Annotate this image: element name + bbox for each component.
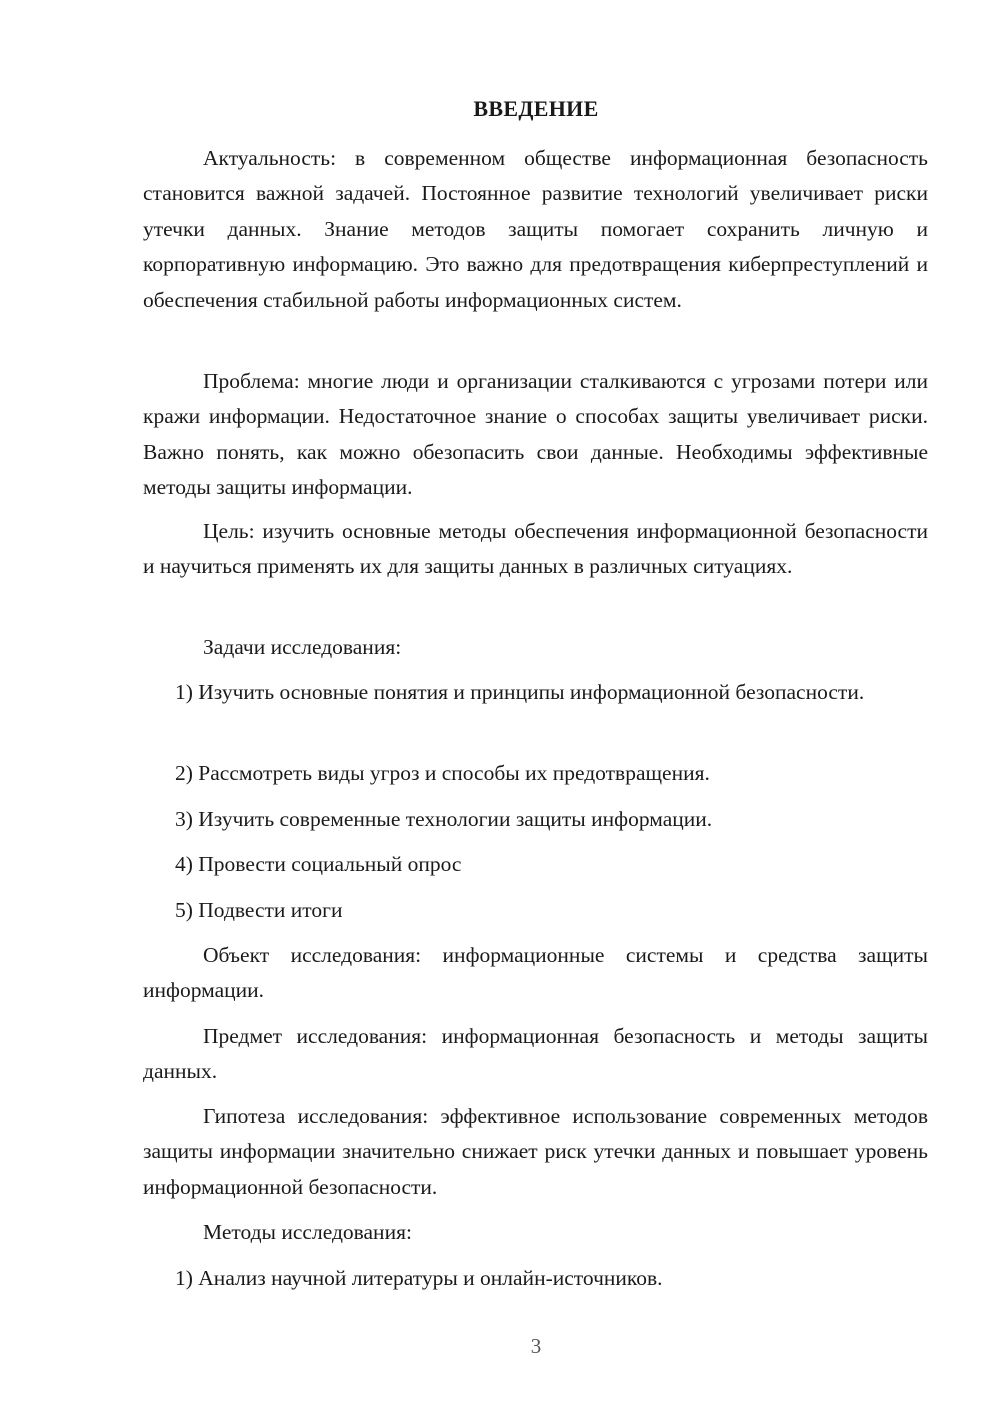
page-number: 3 xyxy=(530,1334,542,1358)
paragraph-subject: Предмет исследования: информационная безопасность и методы защиты данных. xyxy=(143,1024,928,1084)
task-item-3: 3) Изучить современные технологии защиты информации. xyxy=(175,807,713,831)
methods-title: Методы исследования: xyxy=(203,1220,412,1244)
task-item-2: 2) Рассмотреть виды угроз и способы их предотвращения. xyxy=(175,761,710,785)
paragraph-goal: Цель: изучить основные методы обеспечения информационной безопасности и научиться применять их для защиты данных в различных ситуациях. xyxy=(143,519,928,579)
paragraph-problem: Проблема: многие люди и организации сталкиваются с угрозами потери или кражи информации. Недостаточное знание о способах защиты увеличивает риски. Важно понять, как можно обезопасить свои данные. Необходимы эффективные методы защиты информации. xyxy=(143,369,928,500)
method-item-1: 1) Анализ научной литературы и онлайн-источников. xyxy=(175,1266,663,1290)
tasks-title: Задачи исследования: xyxy=(203,635,402,659)
task-item-5: 5) Подвести итоги xyxy=(175,898,343,922)
page-title: ВВЕДЕНИЕ xyxy=(473,96,599,121)
paragraph-hypothesis: Гипотеза исследования: эффективное использование современных методов защиты информации значительно снижает риск утечки данных и повышает уровень информационной безопасности. xyxy=(143,1104,928,1199)
task-item-1: 1) Изучить основные понятия и принципы информационной безопасности. xyxy=(175,680,865,704)
paragraph-object: Объект исследования: информационные системы и средства защиты информации. xyxy=(143,943,928,1003)
paragraph-relevance: Актуальность: в современном обществе информационная безопасность становится важной задачей. Постоянное развитие технологий увеличивает риски утечки данных. Знание методов защиты помогает сохранить личную и корпоративную информацию. Это важно для предотвращения киберпреступлений и обеспечения стабильной работы информационных систем. xyxy=(143,146,928,312)
task-item-4: 4) Провести социальный опрос xyxy=(175,852,462,876)
